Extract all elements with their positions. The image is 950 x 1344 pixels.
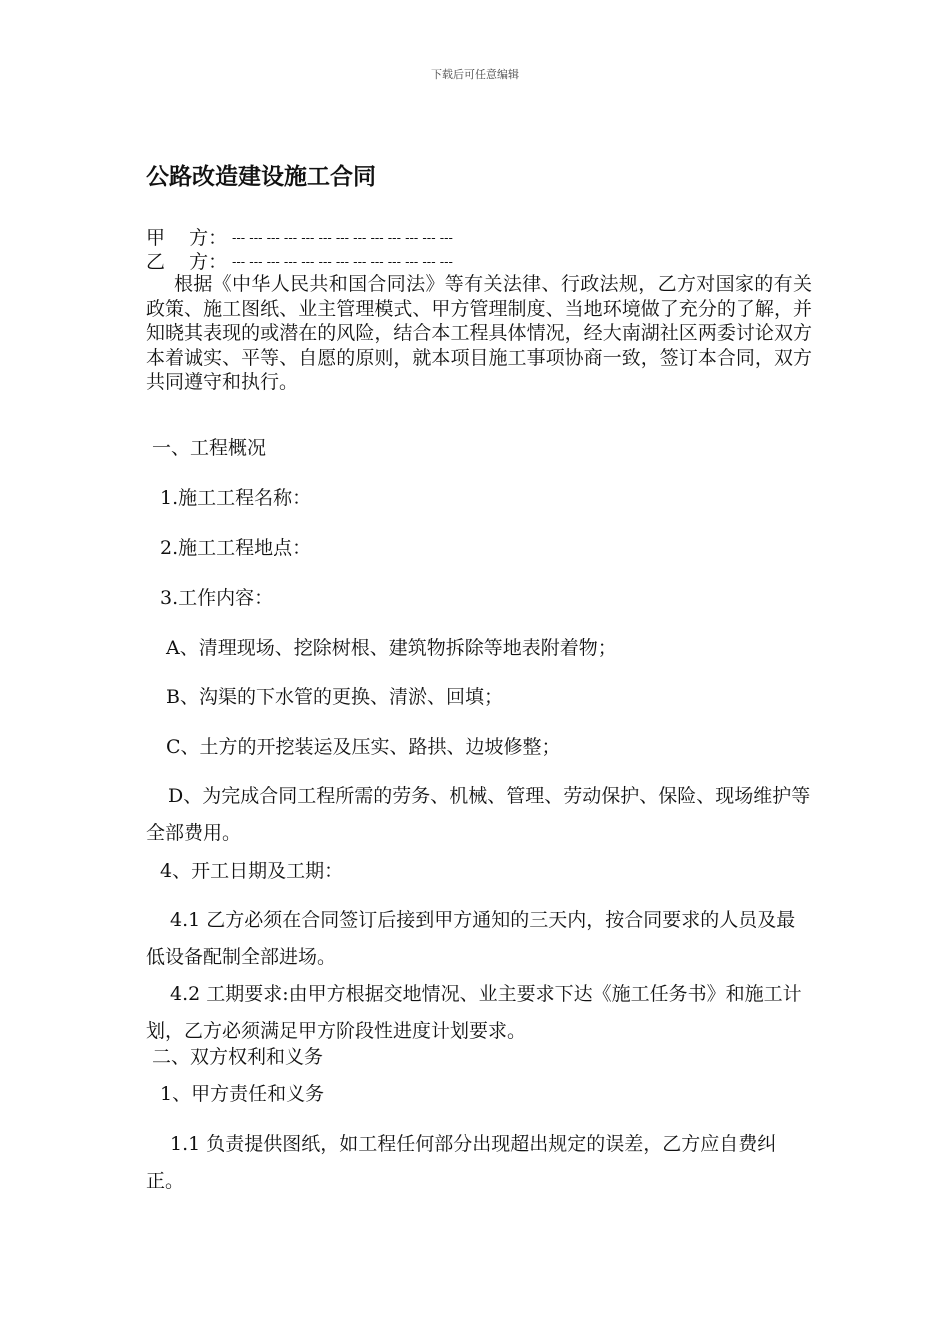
- item-4-2: 4.2 工期要求:由甲方根据交地情况、业主要求下达《施工任务书》和施工计划，乙方必须满足甲方阶段性进度计划要求。: [146, 983, 802, 1042]
- party-a-line: [146, 226, 453, 251]
- item-start-date: 4、开工日期及工期：: [160, 860, 344, 882]
- item-c: C、土方的开挖装运及压实、路拱、边坡修整；: [166, 736, 561, 758]
- item-work-content: 3.工作内容：: [160, 587, 274, 609]
- item-1-1: 1.1 负责提供图纸，如工程任何部分出现超出规定的误差，乙方应自费纠正。: [146, 1133, 777, 1192]
- item-d: D、为完成合同工程所需的劳务、机械、管理、劳动保护、保险、现场维护等全部费用。: [146, 785, 811, 844]
- header-note: 下载后可任意编辑: [431, 68, 519, 81]
- section2-heading: 二、双方权利和义务: [152, 1046, 324, 1068]
- item-project-location: 2.施工工程地点：: [160, 537, 312, 559]
- party-a-blank: --- --- --- --- --- --- --- --- --- --- --- --- ---: [232, 231, 453, 246]
- section1-heading: 一、工程概况: [152, 437, 267, 459]
- item-a: A、清理现场、挖除树根、建筑物拆除等地表附着物；: [166, 637, 617, 659]
- intro-paragraph: 根据《中华人民共和国合同法》等有关法律、行政法规，乙方对国家的有关政策、施工图纸、业主管理模式、甲方管理制度、当地环境做了充分的了解，并知晓其表现的或潜在的风险，结合本工程具体情况，经大南湖社区两委讨论双方本着诚实、平等、自愿的原则，就本项目施工事项协商一致，签订本合同，双方共同遵守和执行。: [146, 273, 812, 393]
- party-a-duties-heading: 1、甲方责任和义务: [160, 1083, 325, 1105]
- item-4-1: 4.1 乙方必须在合同签订后接到甲方通知的三天内，按合同要求的人员及最低设备配制全部进场。: [146, 909, 796, 968]
- item-b: B、沟渠的下水管的更换、清淤、回填；: [166, 686, 503, 708]
- party-b-label: 乙 方：: [146, 251, 228, 273]
- party-b-blank: --- --- --- --- --- --- --- --- --- --- --- --- ---: [232, 255, 453, 270]
- item-project-name: 1.施工工程名称：: [160, 487, 312, 509]
- document-title: 公路改造建设施工合同: [146, 164, 376, 190]
- party-a-label: 甲 方：: [146, 227, 228, 249]
